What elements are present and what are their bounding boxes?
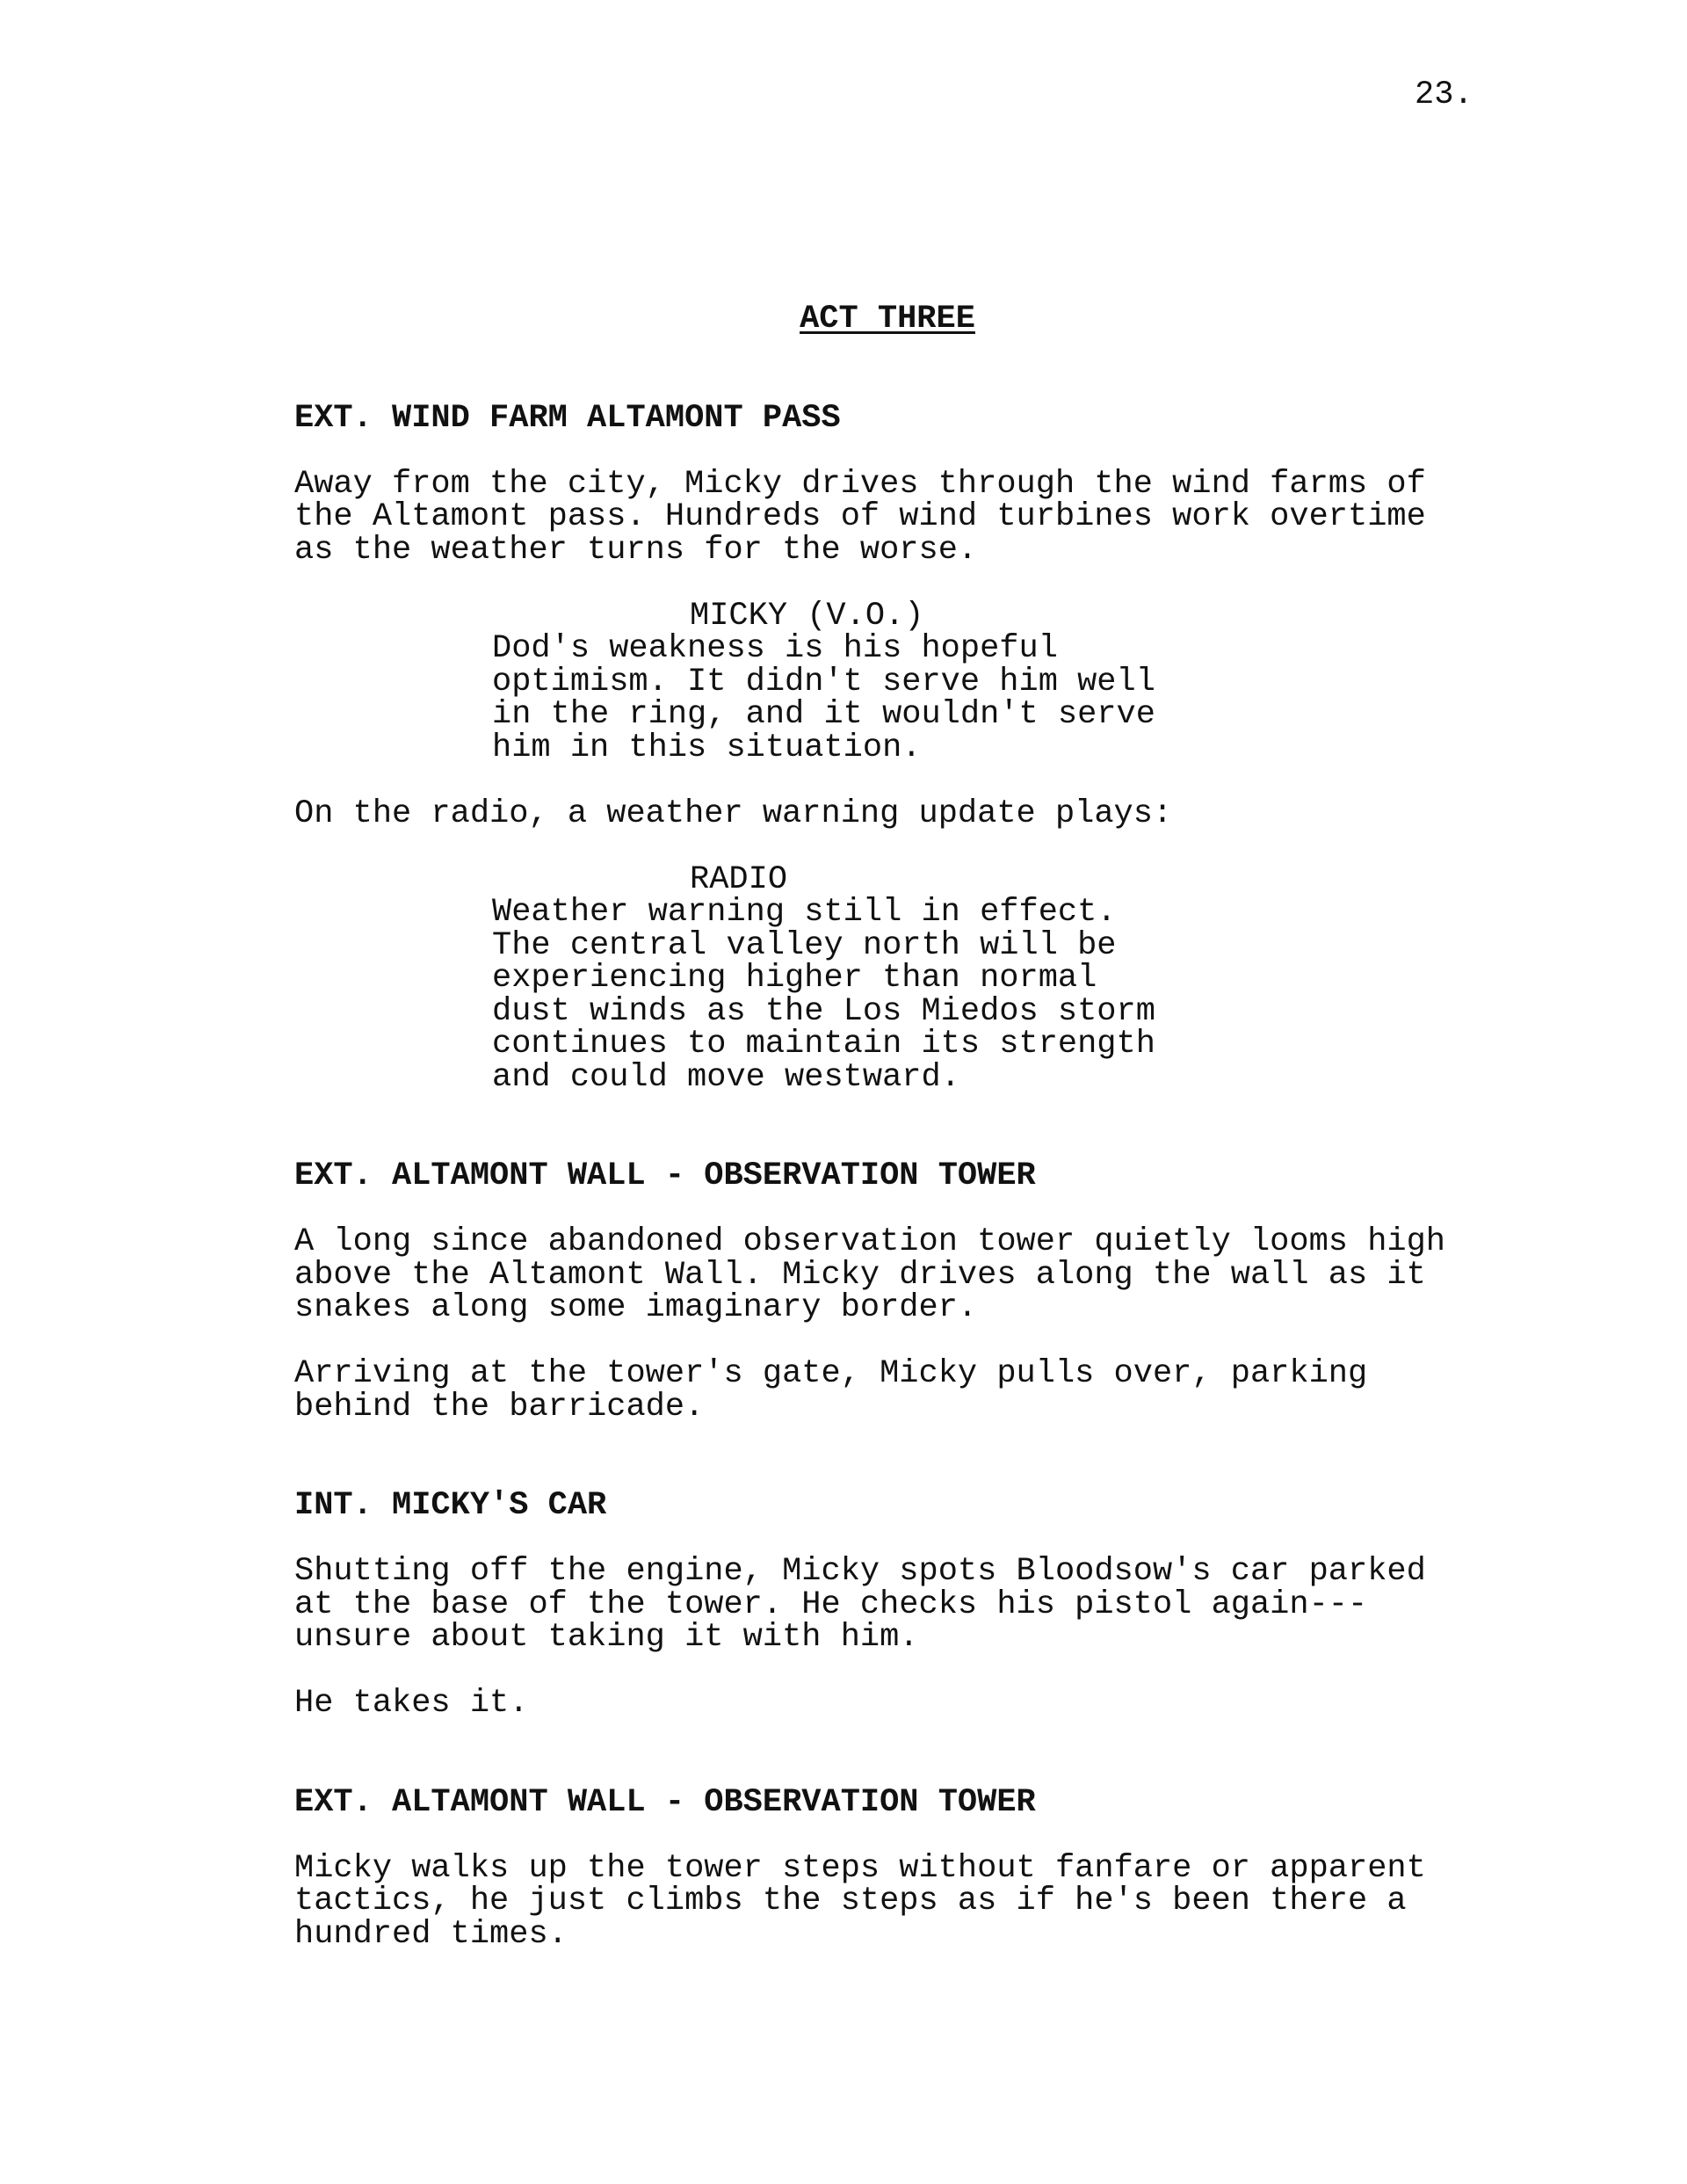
character-name: RADIO bbox=[690, 860, 788, 898]
action-text: Away from the city, Micky drives through the wind farms of the Altamont pass. Hundreds of wind turbines work overtime as the weather turns for the worse. bbox=[294, 465, 1426, 569]
dialogue-text: Dod's weakness is his hopeful optimism. It didn't serve him well in the ring, and it wouldn't serve him in this situation. bbox=[492, 630, 1155, 766]
page-number: 23. bbox=[1415, 76, 1473, 113]
act-title: ACT THREE bbox=[800, 301, 975, 337]
scene-heading: EXT. WIND FARM ALTAMONT PASS bbox=[294, 399, 841, 437]
action-text: He takes it. bbox=[294, 1685, 529, 1722]
scene-heading: EXT. ALTAMONT WALL - OBSERVATION TOWER bbox=[294, 1783, 1036, 1821]
dialogue-block bbox=[294, 860, 1489, 1096]
scene-heading: INT. MICKY'S CAR bbox=[294, 1487, 607, 1524]
dialogue-block bbox=[294, 597, 1489, 766]
action-text: On the radio, a weather warning update plays: bbox=[294, 795, 1173, 832]
dialogue-text: Weather warning still in effect. The central valley north will be experiencing higher than normal dust winds as the Los Miedos storm continues to maintain its strength and could move westward. bbox=[492, 894, 1155, 1096]
action-text: Shutting off the engine, Micky spots Bloodsow's car parked at the base of the tower. He checks his pistol again--- unsure about taking it with him. bbox=[294, 1553, 1426, 1656]
action-text: Micky walks up the tower steps without fanfare or apparent tactics, he just climbs the steps as if he's been there a hundred times. bbox=[294, 1849, 1426, 1953]
character-name: MICKY (V.O.) bbox=[690, 597, 924, 635]
action-text: Arriving at the tower's gate, Micky pulls over, parking behind the barricade. bbox=[294, 1355, 1368, 1426]
script-content bbox=[294, 303, 1489, 1951]
action-text: A long since abandoned observation tower quietly looms high above the Altamont Wall. Micky drives along the wall as it snakes along some imaginary border. bbox=[294, 1223, 1446, 1326]
scene-heading: EXT. ALTAMONT WALL - OBSERVATION TOWER bbox=[294, 1157, 1036, 1194]
